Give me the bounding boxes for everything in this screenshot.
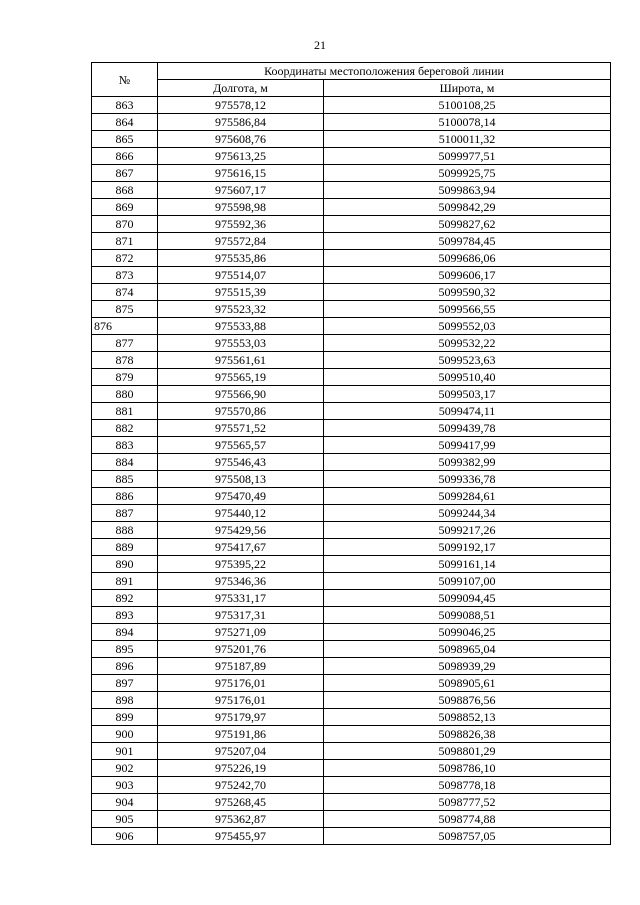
latitude-cell: 5098876,56 bbox=[324, 692, 611, 709]
longitude-cell: 975586,84 bbox=[158, 114, 324, 131]
table-row bbox=[92, 607, 611, 624]
row-number: 890 bbox=[92, 556, 158, 573]
row-number: 897 bbox=[92, 675, 158, 692]
latitude-cell: 5100078,14 bbox=[324, 114, 611, 131]
longitude-cell: 975571,52 bbox=[158, 420, 324, 437]
longitude-cell: 975565,57 bbox=[158, 437, 324, 454]
latitude-cell: 5099382,99 bbox=[324, 454, 611, 471]
longitude-cell: 975429,56 bbox=[158, 522, 324, 539]
row-number: 865 bbox=[92, 131, 158, 148]
row-number: 872 bbox=[92, 250, 158, 267]
latitude-cell: 5099606,17 bbox=[324, 267, 611, 284]
longitude-cell: 975613,25 bbox=[158, 148, 324, 165]
longitude-cell: 975191,86 bbox=[158, 726, 324, 743]
longitude-cell: 975346,36 bbox=[158, 573, 324, 590]
latitude-cell: 5099977,51 bbox=[324, 148, 611, 165]
table-row bbox=[92, 743, 611, 760]
longitude-cell: 975440,12 bbox=[158, 505, 324, 522]
row-number: 867 bbox=[92, 165, 158, 182]
table-row bbox=[92, 114, 611, 131]
latitude-cell: 5099336,78 bbox=[324, 471, 611, 488]
longitude-cell: 975317,31 bbox=[158, 607, 324, 624]
table-row bbox=[92, 811, 611, 828]
row-number: 906 bbox=[92, 828, 158, 845]
longitude-cell: 975362,87 bbox=[158, 811, 324, 828]
table-row bbox=[92, 369, 611, 386]
longitude-cell: 975271,09 bbox=[158, 624, 324, 641]
latitude-cell: 5099523,63 bbox=[324, 352, 611, 369]
table-row bbox=[92, 488, 611, 505]
row-number: 881 bbox=[92, 403, 158, 420]
latitude-cell: 5098801,29 bbox=[324, 743, 611, 760]
latitude-cell: 5099244,34 bbox=[324, 505, 611, 522]
latitude-cell: 5099686,06 bbox=[324, 250, 611, 267]
longitude-cell: 975508,13 bbox=[158, 471, 324, 488]
row-number: 869 bbox=[92, 199, 158, 216]
longitude-cell: 975546,43 bbox=[158, 454, 324, 471]
table-row bbox=[92, 182, 611, 199]
table-row bbox=[92, 386, 611, 403]
page-number: 21 bbox=[314, 38, 326, 52]
longitude-cell: 975553,03 bbox=[158, 335, 324, 352]
longitude-cell: 975470,49 bbox=[158, 488, 324, 505]
table-row bbox=[92, 250, 611, 267]
latitude-cell: 5098939,29 bbox=[324, 658, 611, 675]
latitude-cell: 5099842,29 bbox=[324, 199, 611, 216]
longitude-cell: 975561,61 bbox=[158, 352, 324, 369]
longitude-cell: 975566,90 bbox=[158, 386, 324, 403]
row-number: 899 bbox=[92, 709, 158, 726]
longitude-cell: 975535,86 bbox=[158, 250, 324, 267]
table-row bbox=[92, 233, 611, 250]
table-row bbox=[92, 335, 611, 352]
longitude-cell: 975515,39 bbox=[158, 284, 324, 301]
latitude-cell: 5099107,00 bbox=[324, 573, 611, 590]
row-number: 887 bbox=[92, 505, 158, 522]
latitude-cell: 5098774,88 bbox=[324, 811, 611, 828]
table-row bbox=[92, 148, 611, 165]
table-row bbox=[92, 318, 611, 335]
row-number: 864 bbox=[92, 114, 158, 131]
table-row bbox=[92, 692, 611, 709]
row-number: 876 bbox=[92, 318, 158, 335]
row-number: 874 bbox=[92, 284, 158, 301]
longitude-cell: 975201,76 bbox=[158, 641, 324, 658]
latitude-cell: 5098905,61 bbox=[324, 675, 611, 692]
latitude-cell: 5099474,11 bbox=[324, 403, 611, 420]
row-number: 904 bbox=[92, 794, 158, 811]
row-number: 878 bbox=[92, 352, 158, 369]
latitude-cell: 5099552,03 bbox=[324, 318, 611, 335]
row-number: 871 bbox=[92, 233, 158, 250]
latitude-cell: 5099417,99 bbox=[324, 437, 611, 454]
row-number: 873 bbox=[92, 267, 158, 284]
longitude-cell: 975608,76 bbox=[158, 131, 324, 148]
table-row bbox=[92, 828, 611, 845]
table-row bbox=[92, 556, 611, 573]
longitude-cell: 975616,15 bbox=[158, 165, 324, 182]
table-row bbox=[92, 352, 611, 369]
header-number: № bbox=[92, 63, 158, 97]
longitude-cell: 975395,22 bbox=[158, 556, 324, 573]
table-row bbox=[92, 437, 611, 454]
table-row bbox=[92, 709, 611, 726]
latitude-cell: 5098965,04 bbox=[324, 641, 611, 658]
table-row bbox=[92, 284, 611, 301]
longitude-cell: 975570,86 bbox=[158, 403, 324, 420]
table-row bbox=[92, 131, 611, 148]
table-row bbox=[92, 675, 611, 692]
row-number: 863 bbox=[92, 97, 158, 114]
row-number: 895 bbox=[92, 641, 158, 658]
longitude-cell: 975417,67 bbox=[158, 539, 324, 556]
row-number: 901 bbox=[92, 743, 158, 760]
table-row bbox=[92, 216, 611, 233]
table-row bbox=[92, 420, 611, 437]
table-row bbox=[92, 97, 611, 114]
row-number: 905 bbox=[92, 811, 158, 828]
latitude-cell: 5098778,18 bbox=[324, 777, 611, 794]
longitude-cell: 975533,88 bbox=[158, 318, 324, 335]
table-row bbox=[92, 726, 611, 743]
row-number: 879 bbox=[92, 369, 158, 386]
table-row bbox=[92, 267, 611, 284]
coordinates-table bbox=[91, 62, 611, 845]
row-number: 875 bbox=[92, 301, 158, 318]
latitude-cell: 5100011,32 bbox=[324, 131, 611, 148]
table-row bbox=[92, 641, 611, 658]
longitude-cell: 975572,84 bbox=[158, 233, 324, 250]
latitude-cell: 5099925,75 bbox=[324, 165, 611, 182]
longitude-cell: 975176,01 bbox=[158, 692, 324, 709]
row-number: 902 bbox=[92, 760, 158, 777]
longitude-cell: 975268,45 bbox=[158, 794, 324, 811]
row-number: 888 bbox=[92, 522, 158, 539]
row-number: 896 bbox=[92, 658, 158, 675]
table-row bbox=[92, 760, 611, 777]
latitude-cell: 5099094,45 bbox=[324, 590, 611, 607]
table-row bbox=[92, 471, 611, 488]
longitude-cell: 975242,70 bbox=[158, 777, 324, 794]
row-number: 885 bbox=[92, 471, 158, 488]
longitude-cell: 975176,01 bbox=[158, 675, 324, 692]
longitude-cell: 975565,19 bbox=[158, 369, 324, 386]
latitude-cell: 5099046,25 bbox=[324, 624, 611, 641]
latitude-cell: 5098826,38 bbox=[324, 726, 611, 743]
longitude-cell: 975179,97 bbox=[158, 709, 324, 726]
header-latitude: Широта, м bbox=[324, 80, 611, 97]
row-number: 884 bbox=[92, 454, 158, 471]
row-number: 880 bbox=[92, 386, 158, 403]
longitude-cell: 975592,36 bbox=[158, 216, 324, 233]
table-row bbox=[92, 165, 611, 182]
latitude-cell: 5098757,05 bbox=[324, 828, 611, 845]
table-row bbox=[92, 301, 611, 318]
latitude-cell: 5099088,51 bbox=[324, 607, 611, 624]
longitude-cell: 975187,89 bbox=[158, 658, 324, 675]
row-number: 886 bbox=[92, 488, 158, 505]
table-row bbox=[92, 403, 611, 420]
longitude-cell: 975207,04 bbox=[158, 743, 324, 760]
header-longitude: Долгота, м bbox=[158, 80, 324, 97]
table-row bbox=[92, 539, 611, 556]
latitude-cell: 5099532,22 bbox=[324, 335, 611, 352]
row-number: 868 bbox=[92, 182, 158, 199]
table-row bbox=[92, 573, 611, 590]
latitude-cell: 5099284,61 bbox=[324, 488, 611, 505]
row-number: 883 bbox=[92, 437, 158, 454]
latitude-cell: 5098852,13 bbox=[324, 709, 611, 726]
table-body bbox=[92, 97, 611, 845]
table-row bbox=[92, 777, 611, 794]
table-row bbox=[92, 590, 611, 607]
latitude-cell: 5099863,94 bbox=[324, 182, 611, 199]
row-number: 903 bbox=[92, 777, 158, 794]
latitude-cell: 5099161,14 bbox=[324, 556, 611, 573]
row-number: 892 bbox=[92, 590, 158, 607]
longitude-cell: 975523,32 bbox=[158, 301, 324, 318]
row-number: 894 bbox=[92, 624, 158, 641]
latitude-cell: 5099566,55 bbox=[324, 301, 611, 318]
row-number: 889 bbox=[92, 539, 158, 556]
row-number: 891 bbox=[92, 573, 158, 590]
latitude-cell: 5099590,32 bbox=[324, 284, 611, 301]
longitude-cell: 975578,12 bbox=[158, 97, 324, 114]
row-number: 893 bbox=[92, 607, 158, 624]
table-row bbox=[92, 794, 611, 811]
longitude-cell: 975331,17 bbox=[158, 590, 324, 607]
longitude-cell: 975598,98 bbox=[158, 199, 324, 216]
row-number: 882 bbox=[92, 420, 158, 437]
row-number: 900 bbox=[92, 726, 158, 743]
latitude-cell: 5099217,26 bbox=[324, 522, 611, 539]
table-row bbox=[92, 522, 611, 539]
latitude-cell: 5099503,17 bbox=[324, 386, 611, 403]
header-coordinates-group: Координаты местоположения береговой линии bbox=[158, 63, 611, 80]
longitude-cell: 975455,97 bbox=[158, 828, 324, 845]
latitude-cell: 5099827,62 bbox=[324, 216, 611, 233]
row-number: 870 bbox=[92, 216, 158, 233]
longitude-cell: 975226,19 bbox=[158, 760, 324, 777]
table-row bbox=[92, 454, 611, 471]
latitude-cell: 5099510,40 bbox=[324, 369, 611, 386]
table-row bbox=[92, 505, 611, 522]
row-number: 898 bbox=[92, 692, 158, 709]
latitude-cell: 5100108,25 bbox=[324, 97, 611, 114]
latitude-cell: 5098786,10 bbox=[324, 760, 611, 777]
latitude-cell: 5098777,52 bbox=[324, 794, 611, 811]
latitude-cell: 5099784,45 bbox=[324, 233, 611, 250]
latitude-cell: 5099439,78 bbox=[324, 420, 611, 437]
row-number: 866 bbox=[92, 148, 158, 165]
table-row bbox=[92, 624, 611, 641]
table-row bbox=[92, 658, 611, 675]
longitude-cell: 975514,07 bbox=[158, 267, 324, 284]
row-number: 877 bbox=[92, 335, 158, 352]
longitude-cell: 975607,17 bbox=[158, 182, 324, 199]
table-row bbox=[92, 199, 611, 216]
latitude-cell: 5099192,17 bbox=[324, 539, 611, 556]
